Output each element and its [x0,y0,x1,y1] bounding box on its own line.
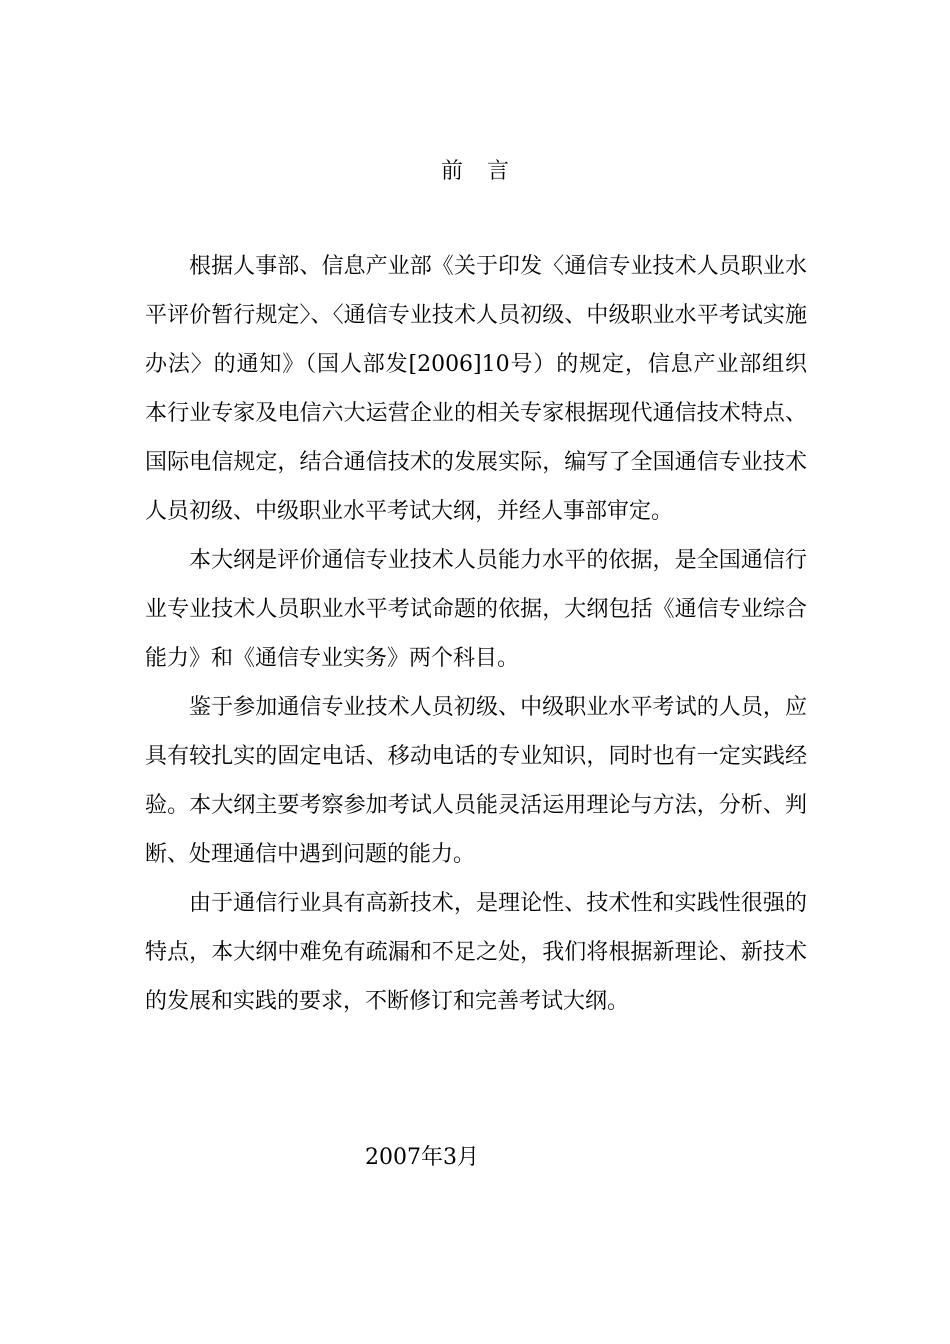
paragraph-3: 鉴于参加通信专业技术人员初级、中级职业水平考试的人员，应具有较扎实的固定电话、移动电话的专业知识，同时也有一定实践经验。本大纲主要考察参加考试人员能灵活运用理论与方法，分析、判断、处理通信中遇到问题的能力。 [145,695,807,867]
page-title: 前言 [440,159,533,184]
paragraph-4: 由于通信行业具有高新技术，是理论性、技术性和实践性很强的特点，本大纲中难免有疏漏和不足之处，我们将根据新理论、新技术的发展和实践的要求，不断修订和完善考试大纲。 [145,891,807,1014]
preface-body [145,242,807,1026]
paragraph-2: 本大纲是评价通信专业技术人员能力水平的依据，是全国通信行业专业技术人员职业水平考试命题的依据，大纲包括《通信专业综合能力》和《通信专业实务》两个科目。 [145,548,807,671]
document-date: 2007年3月 [365,1145,479,1170]
paragraph-1: 根据人事部、信息产业部《关于印发〈通信专业技术人员职业水平评价暂行规定〉、〈通信专业技术人员初级、中级职业水平考试实施办法〉的通知》（国人部发[2006]10号）的规定，信息产业部组织本行业专家及电信六大运营企业的相关专家根据现代通信技术特点、国际电信规定，结合通信技术的发展实际，编写了全国通信专业技术人员初级、中级职业水平考试大纲，并经人事部审定。 [145,254,807,524]
